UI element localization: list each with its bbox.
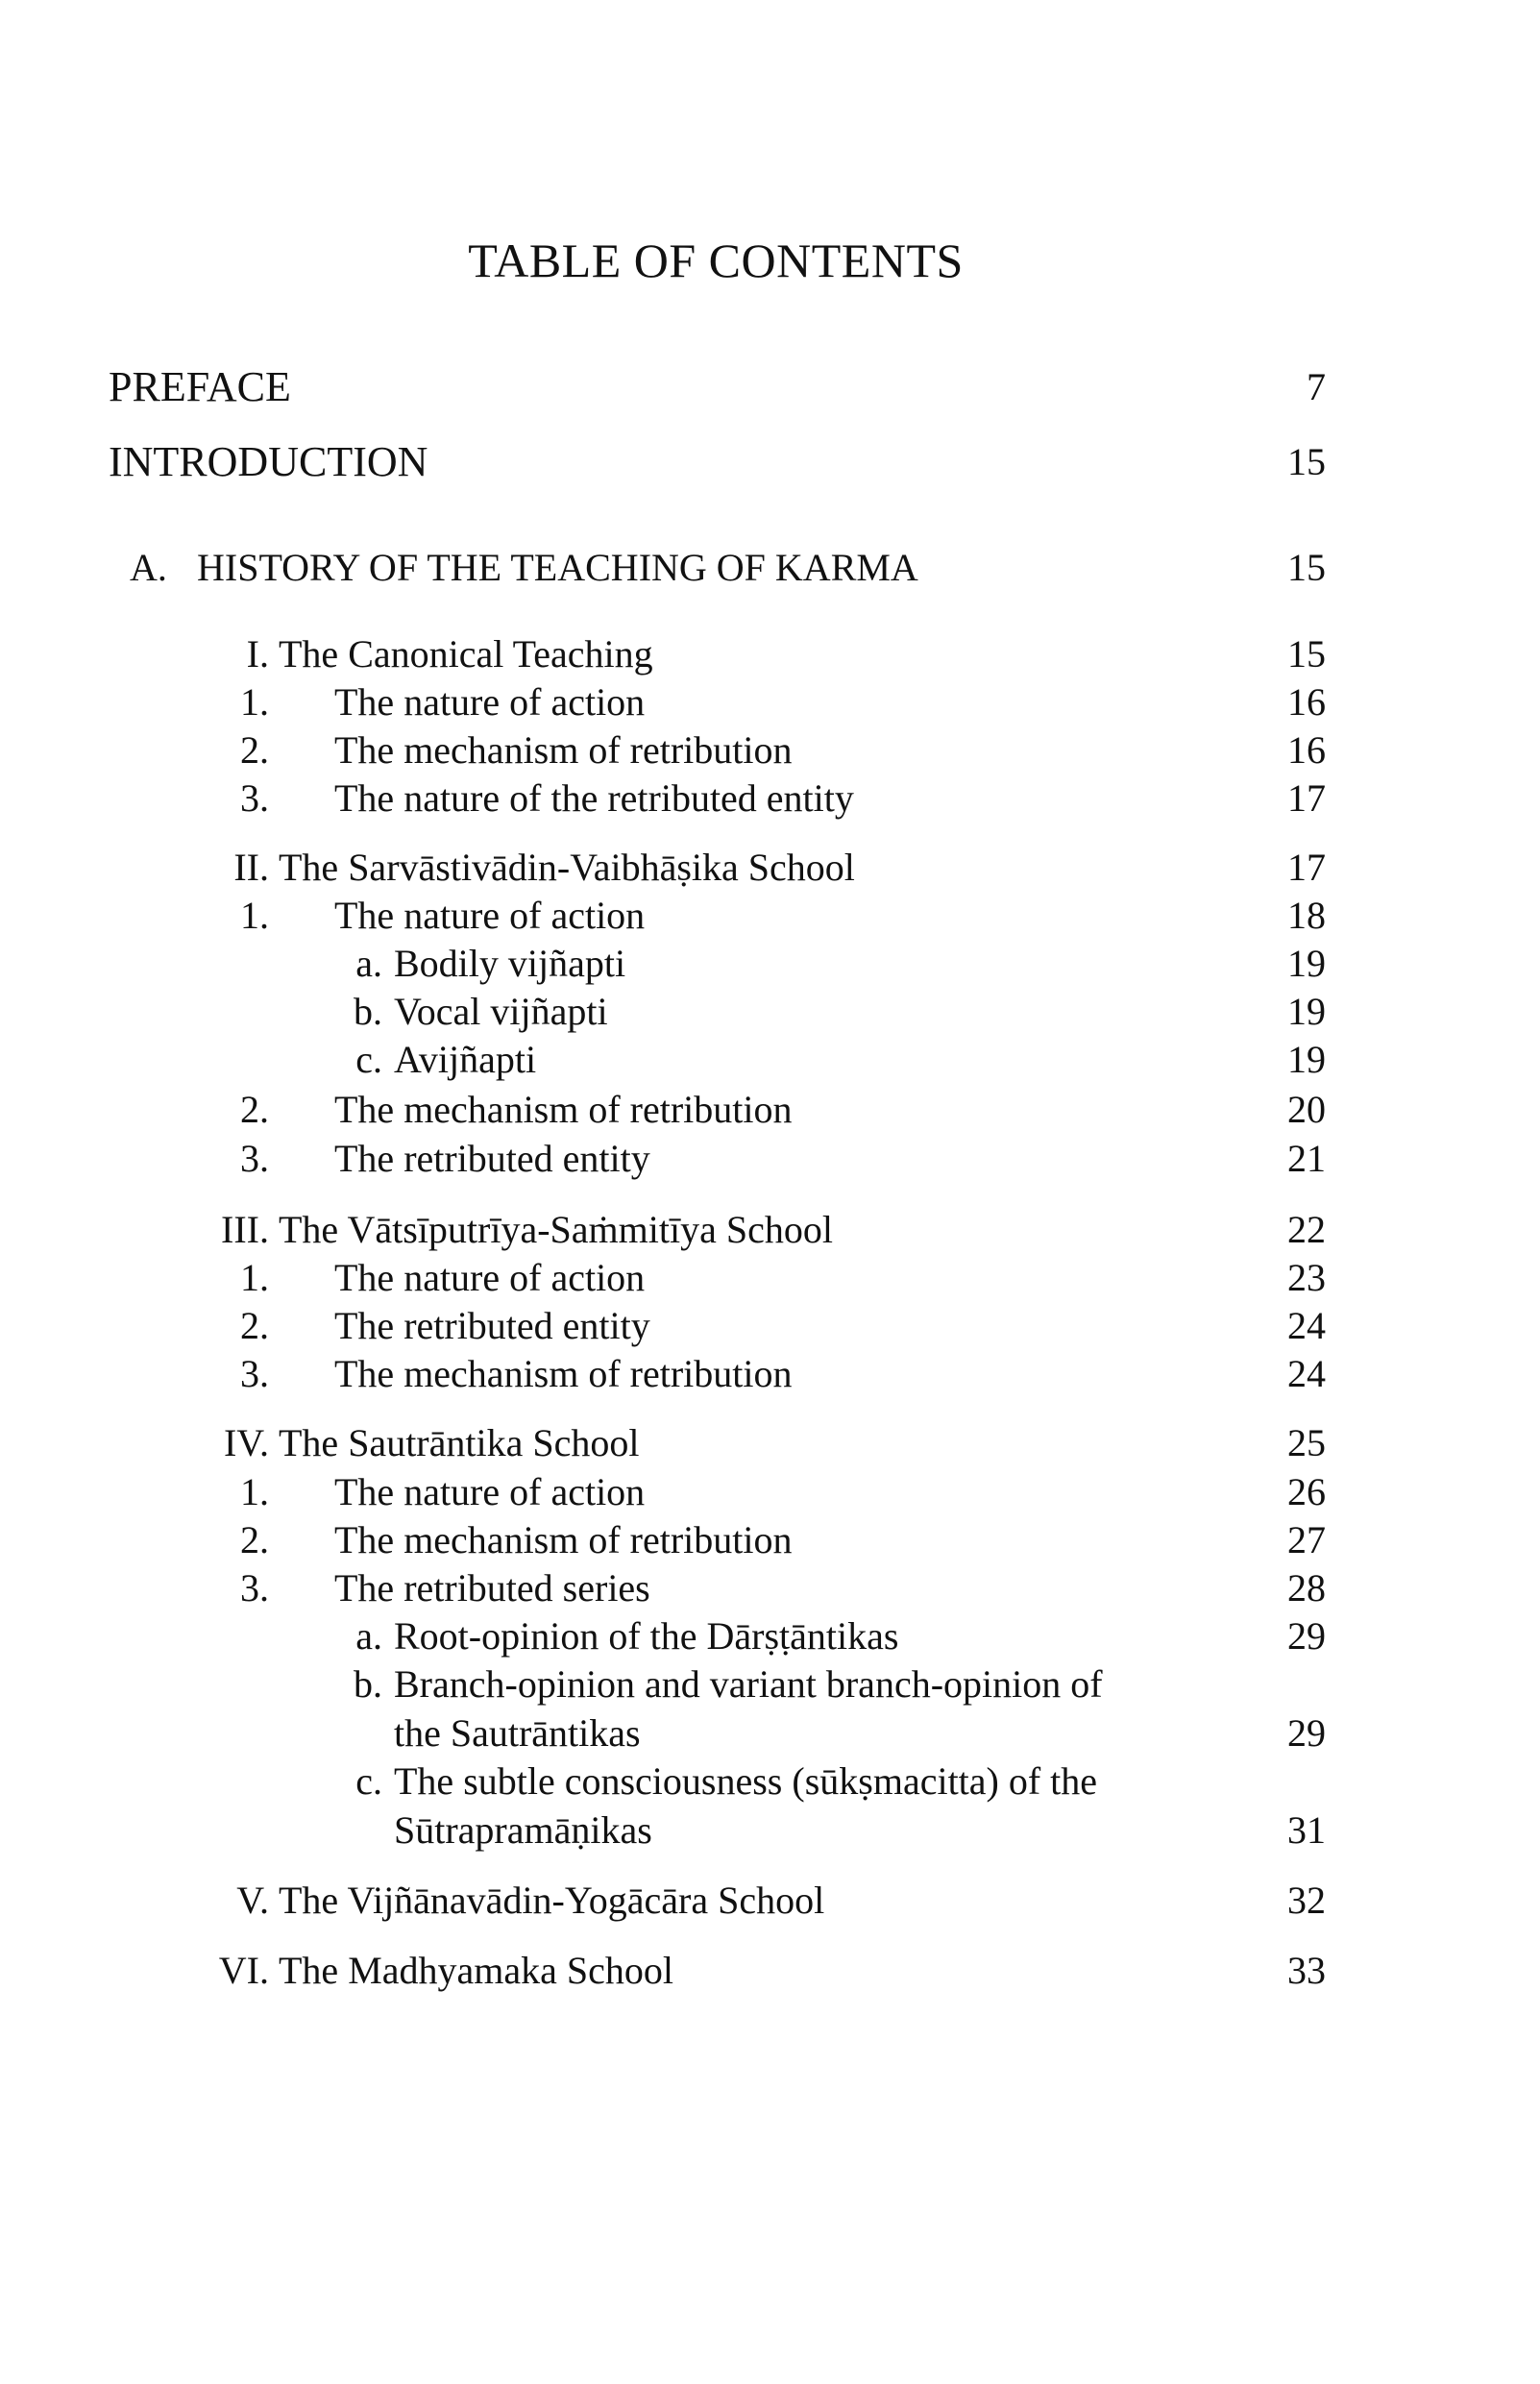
entry-page: 15	[1287, 546, 1326, 589]
entry-number: 2.	[240, 1304, 269, 1347]
entry-text: The nature of the retributed entity	[334, 776, 854, 820]
entry-text: The retributed entity	[334, 1304, 650, 1347]
entry-number: a.	[355, 1614, 382, 1658]
entry-text: Root-opinion of the Dārṣṭāntikas	[394, 1614, 899, 1658]
entry-text: Branch-opinion and variant branch-opinion of	[394, 1662, 1103, 1706]
entry-page: 17	[1287, 846, 1326, 889]
entry-page: 26	[1287, 1470, 1326, 1513]
entry-text: INTRODUCTION	[109, 438, 428, 485]
entry-number: c.	[355, 1759, 382, 1803]
entry-number: II.	[233, 846, 269, 889]
entry-number: 2.	[240, 1518, 269, 1561]
entry-text: The mechanism of retribution	[334, 1088, 793, 1131]
entry-text: Vocal vijñapti	[394, 990, 608, 1033]
entry-text: the Sautrāntikas	[394, 1711, 641, 1755]
entry-text: Sūtrapramāṇikas	[394, 1808, 652, 1852]
entry-page: 7	[1307, 365, 1326, 408]
entry-page: 17	[1287, 776, 1326, 820]
entry-page: 21	[1287, 1137, 1326, 1180]
entry-text: The Sarvāstivādin-Vaibhāṣika School	[279, 846, 855, 889]
entry-page: 19	[1287, 942, 1326, 985]
entry-text: The nature of action	[334, 1470, 646, 1513]
entry-page: 32	[1287, 1879, 1326, 1922]
entry-page: 15	[1287, 632, 1326, 676]
entry-page: 20	[1287, 1088, 1326, 1131]
entry-number: b.	[354, 990, 382, 1033]
entry-number: a.	[355, 942, 382, 985]
entry-text: The mechanism of retribution	[334, 1352, 793, 1395]
entry-page: 29	[1287, 1614, 1326, 1658]
entry-text: The nature of action	[334, 894, 646, 937]
entry-number: 1.	[240, 1470, 269, 1513]
entry-page: 22	[1287, 1208, 1326, 1251]
entry-page: 28	[1287, 1566, 1326, 1610]
entry-number: c.	[355, 1038, 382, 1081]
entry-number: b.	[354, 1662, 382, 1706]
entry-number: 3.	[240, 1352, 269, 1395]
entry-text: The mechanism of retribution	[334, 1518, 793, 1561]
entry-text: The nature of action	[334, 1256, 646, 1299]
entry-page: 25	[1287, 1421, 1326, 1464]
entry-text: The Sautrāntika School	[279, 1421, 640, 1464]
entry-number: 1.	[240, 894, 269, 937]
entry-page: 24	[1287, 1352, 1326, 1395]
entry-text: Avijñapti	[394, 1038, 537, 1081]
entry-page: 15	[1287, 440, 1326, 483]
entry-number: 3.	[240, 776, 269, 820]
entry-page: 18	[1287, 894, 1326, 937]
entry-number: IV.	[223, 1421, 269, 1464]
entry-page: 16	[1287, 680, 1326, 724]
entry-number: 3.	[240, 1566, 269, 1610]
entry-number: 1.	[240, 680, 269, 724]
entry-text: The retributed series	[334, 1566, 650, 1610]
entry-page: 27	[1287, 1518, 1326, 1561]
entry-page: 19	[1287, 990, 1326, 1033]
entry-text: The Madhyamaka School	[279, 1949, 673, 1992]
page-title: TABLE OF CONTENTS	[468, 233, 964, 287]
entry-text: The subtle consciousness (sūkṣmacitta) of the	[394, 1759, 1098, 1803]
entry-text: The Vātsīputrīya-Saṁmitīya School	[279, 1208, 833, 1251]
entry-number: 2.	[240, 728, 269, 772]
entry-number: 2.	[240, 1088, 269, 1131]
entry-number: V.	[236, 1879, 269, 1922]
entry-text: Bodily vijñapti	[394, 942, 626, 985]
entry-page: 16	[1287, 728, 1326, 772]
entry-number: 1.	[240, 1256, 269, 1299]
entry-page: 29	[1287, 1711, 1326, 1755]
entry-text: The Vijñānavādin-Yogācāra School	[279, 1879, 825, 1922]
entry-page: 19	[1287, 1038, 1326, 1081]
entry-text: The mechanism of retribution	[334, 728, 793, 772]
entry-number: 3.	[240, 1137, 269, 1180]
entry-page: 23	[1287, 1256, 1326, 1299]
entry-page: 33	[1287, 1949, 1326, 1992]
entry-number: III.	[221, 1208, 269, 1251]
entry-text: HISTORY OF THE TEACHING OF KARMA	[197, 546, 918, 589]
entry-page: 24	[1287, 1304, 1326, 1347]
entry-text: The Canonical Teaching	[279, 632, 653, 676]
entry-text: PREFACE	[109, 363, 291, 410]
entry-text: The retributed entity	[334, 1137, 650, 1180]
entry-number: VI.	[218, 1949, 269, 1992]
entry-number: I.	[246, 632, 269, 676]
entry-number: A.	[130, 546, 167, 589]
entry-text: The nature of action	[334, 680, 646, 724]
entry-page: 31	[1287, 1808, 1326, 1852]
